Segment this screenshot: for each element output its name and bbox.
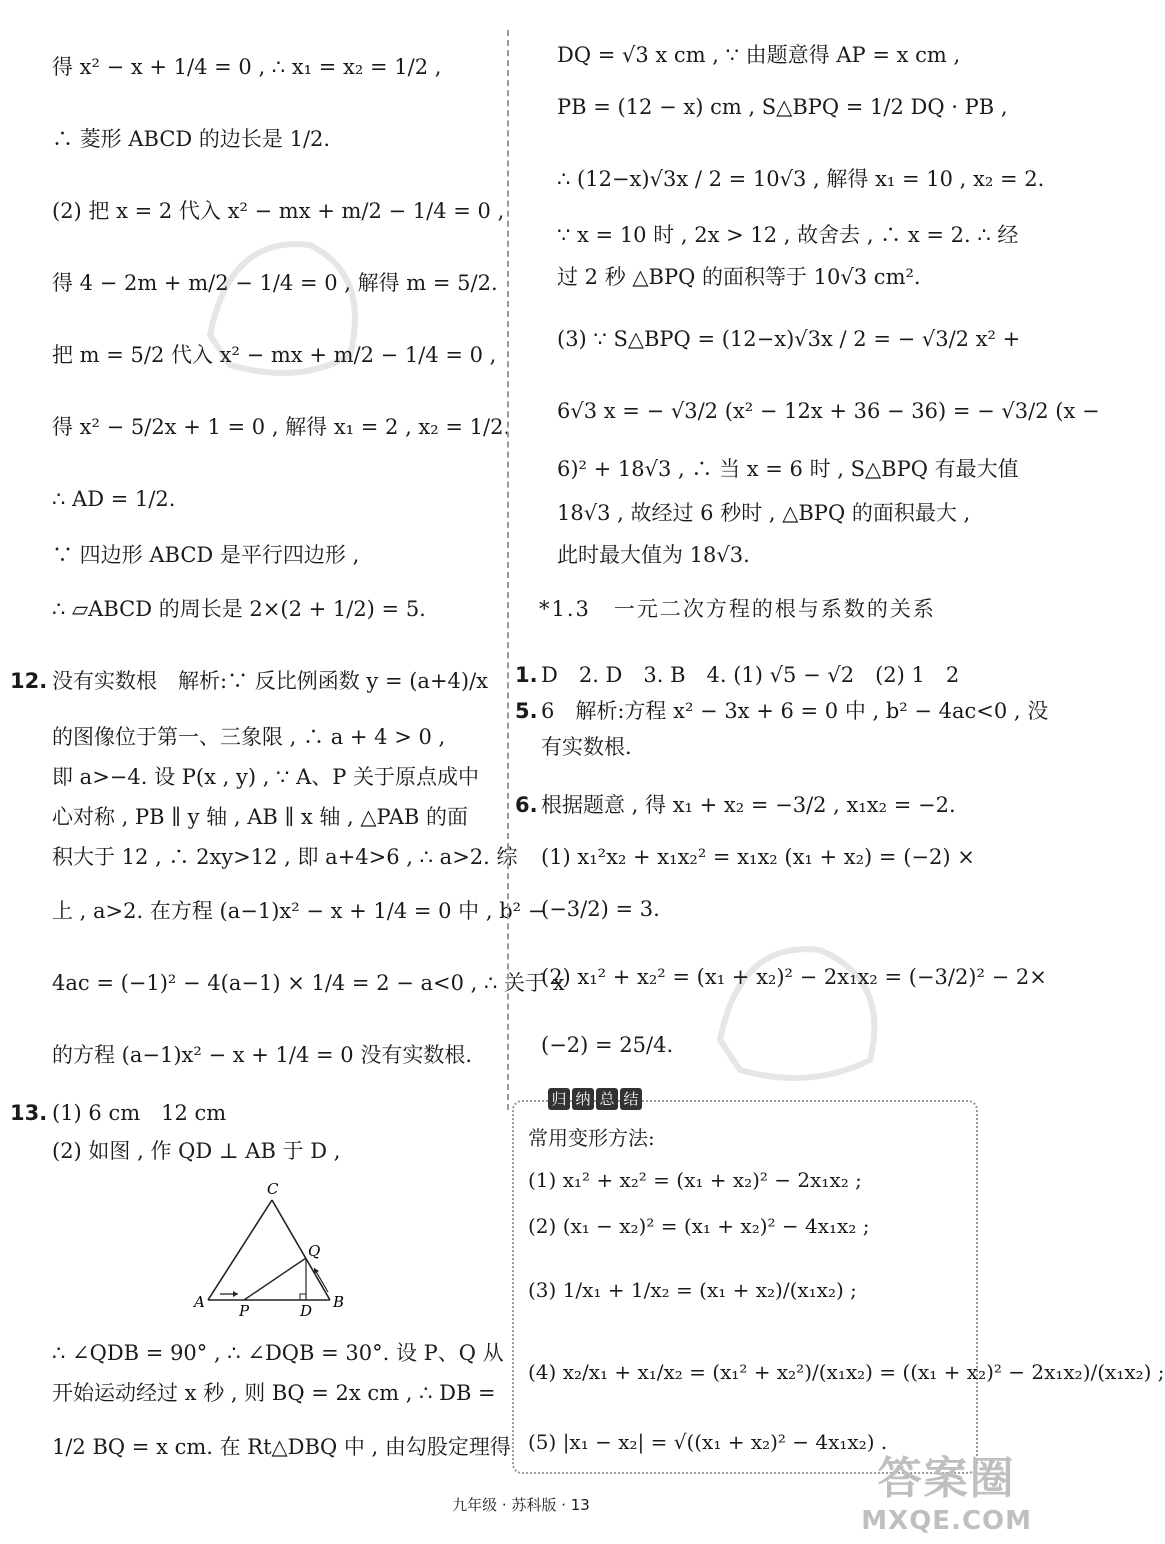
- text-line: ∴ 菱形 ABCD 的边长是 1/2.: [52, 127, 331, 151]
- text-line: 过 2 秒 △BPQ 的面积等于 10√3 cm².: [557, 265, 921, 289]
- text-line: (1) x₁²x₂ + x₁x₂² = x₁x₂ (x₁ + x₂) = (−2) ×: [541, 845, 975, 869]
- text-line: 此时最大值为 18√3.: [557, 543, 750, 567]
- text-line: 的图像位于第一、三象限 , ∴ a + 4 > 0 ,: [52, 725, 446, 749]
- text-line: 得 x² − x + 1/4 = 0 , ∴ x₁ = x₂ = 1/2 ,: [52, 55, 442, 79]
- text-line: 开始运动经过 x 秒 , 则 BQ = 2x cm , ∴ DB =: [52, 1381, 496, 1405]
- summary-item: (3) 1/x₁ + 1/x₂ = (x₁ + x₂)/(x₁x₂) ;: [528, 1278, 857, 1302]
- label-p: P: [239, 1302, 250, 1320]
- answer-line: 6 解析:方程 x² − 3x + 6 = 0 中 , b² − 4ac<0 , 没: [541, 699, 1049, 723]
- text-line: (2) x₁² + x₂² = (x₁ + x₂)² − 2x₁x₂ = (−3/2)² − 2×: [541, 965, 1047, 989]
- text-line: (−2) = 25/4.: [541, 1033, 674, 1057]
- answer-line: 根据题意 , 得 x₁ + x₂ = −3/2 , x₁x₂ = −2.: [541, 793, 956, 817]
- summary-tag: [548, 1088, 642, 1110]
- question-number: 13.: [10, 1101, 48, 1125]
- question-number: 5.: [515, 699, 538, 723]
- question-number: 12.: [10, 669, 48, 693]
- summary-tag-char: 归: [548, 1088, 570, 1110]
- text-line: 6√3 x = − √3/2 (x² − 12x + 36 − 36) = − √3/2 (x −: [557, 399, 1100, 423]
- text-line: DQ = √3 x cm , ∵ 由题意得 AP = x cm ,: [557, 43, 961, 67]
- arrow-head-ap: [233, 1291, 238, 1297]
- site-watermark: [861, 1442, 1032, 1536]
- page-footer: 九年级 · 苏科版 · 13: [452, 1496, 590, 1514]
- text-line: 积大于 12 , ∴ 2xy>12 , 即 a+4>6 , ∴ a>2. 综: [52, 845, 518, 869]
- text-line: ∴ ∠QDB = 90° , ∴ ∠DQB = 30°. 设 P、Q 从: [52, 1341, 504, 1365]
- summary-tag-char: 总: [596, 1088, 618, 1110]
- text-line: 4ac = (−1)² − 4(a−1) × 1/4 = 2 − a<0 , ∴ 关于 x: [52, 971, 565, 995]
- watermark-url: MXQE.COM: [861, 1506, 1032, 1536]
- text-line: 得 x² − 5/2x + 1 = 0 , 解得 x₁ = 2 , x₂ = 1/2.: [52, 415, 511, 439]
- column-divider: [507, 30, 509, 1110]
- answer-line: D 2. D 3. B 4. (1) √5 − √2 (2) 1 2: [541, 663, 960, 687]
- label-a: A: [194, 1293, 205, 1311]
- summary-item: (1) x₁² + x₂² = (x₁ + x₂)² − 2x₁x₂ ;: [528, 1168, 862, 1192]
- text-line: ∵ 四边形 ABCD 是平行四边形 ,: [52, 543, 360, 567]
- text-line: 即 a>−4. 设 P(x , y) , ∵ A、P 关于原点成中: [52, 765, 480, 789]
- label-c: C: [267, 1180, 279, 1198]
- text-line: 没有实数根 解析:∵ 反比例函数 y = (a+4)/x: [52, 669, 489, 693]
- text-line: (2) 把 x = 2 代入 x² − mx + m/2 − 1/4 = 0 ,: [52, 199, 505, 223]
- triangle-figure: [190, 1176, 360, 1321]
- stamp-watermark: [700, 920, 900, 1090]
- text-line: (3) ∵ S△BPQ = (12−x)√3x / 2 = − √3/2 x² +: [557, 327, 1021, 351]
- question-number: 6.: [515, 793, 538, 817]
- summary-item: (2) (x₁ − x₂)² = (x₁ + x₂)² − 4x₁x₂ ;: [528, 1214, 870, 1238]
- answer-line: 有实数根.: [541, 735, 632, 759]
- text-line: (−3/2) = 3.: [541, 897, 660, 921]
- label-q: Q: [308, 1242, 321, 1260]
- watermark-title: 答案圈: [877, 1453, 1016, 1504]
- label-b: B: [333, 1293, 345, 1311]
- text-line: (1) 6 cm 12 cm: [52, 1101, 227, 1125]
- text-line: 1/2 BQ = x cm. 在 Rt△DBQ 中 , 由勾股定理得: [52, 1435, 511, 1459]
- text-line: ∵ x = 10 时 , 2x > 12 , 故舍去 , ∴ x = 2. ∴ 经: [557, 223, 1019, 247]
- text-line: 上 , a>2. 在方程 (a−1)x² − x + 1/4 = 0 中 , b² −: [52, 899, 546, 923]
- label-d: D: [300, 1302, 313, 1320]
- summary-tag-char: 结: [620, 1088, 642, 1110]
- text-line: 18√3 , 故经过 6 秒时 , △BPQ 的面积最大 ,: [557, 501, 971, 525]
- edge-cb: [272, 1200, 330, 1300]
- text-line: ∴ ▱ABCD 的周长是 2×(2 + 1/2) = 5.: [52, 597, 426, 621]
- stamp-watermark: [190, 215, 380, 385]
- summary-title: 常用变形方法:: [528, 1126, 655, 1150]
- text-line: 得 4 − 2m + m/2 − 1/4 = 0 , 解得 m = 5/2.: [52, 271, 498, 295]
- text-line: 心对称 , PB ∥ y 轴 , AB ∥ x 轴 , △PAB 的面: [52, 805, 469, 829]
- summary-item: (4) x₂/x₁ + x₁/x₂ = (x₁² + x₂²)/(x₁x₂) = ((x₁ + x₂)² − 2x₁x₂)/(x₁x₂) ;: [528, 1360, 1165, 1384]
- text-line: 6)² + 18√3 , ∴ 当 x = 6 时 , S△BPQ 有最大值: [557, 457, 1019, 481]
- edge-ac: [208, 1200, 272, 1300]
- section-title: *1.3 一元二次方程的根与系数的关系: [539, 597, 936, 621]
- text-line: 的方程 (a−1)x² − x + 1/4 = 0 没有实数根.: [52, 1043, 472, 1067]
- text-line: 把 m = 5/2 代入 x² − mx + m/2 − 1/4 = 0 ,: [52, 343, 497, 367]
- text-line: (2) 如图 , 作 QD ⊥ AB 于 D ,: [52, 1139, 341, 1163]
- right-angle-mark: [300, 1294, 306, 1300]
- summary-tag-char: 纳: [572, 1088, 594, 1110]
- text-line: ∴ (12−x)√3x / 2 = 10√3 , 解得 x₁ = 10 , x₂ = 2.: [557, 167, 1045, 191]
- question-number: 1.: [515, 663, 538, 687]
- text-line: ∴ AD = 1/2.: [52, 487, 176, 511]
- segment-pq: [244, 1258, 306, 1300]
- text-line: PB = (12 − x) cm , S△BPQ = 1/2 DQ · PB ,: [557, 95, 1008, 119]
- summary-item: (5) |x₁ − x₂| = √((x₁ + x₂)² − 4x₁x₂) .: [528, 1430, 888, 1454]
